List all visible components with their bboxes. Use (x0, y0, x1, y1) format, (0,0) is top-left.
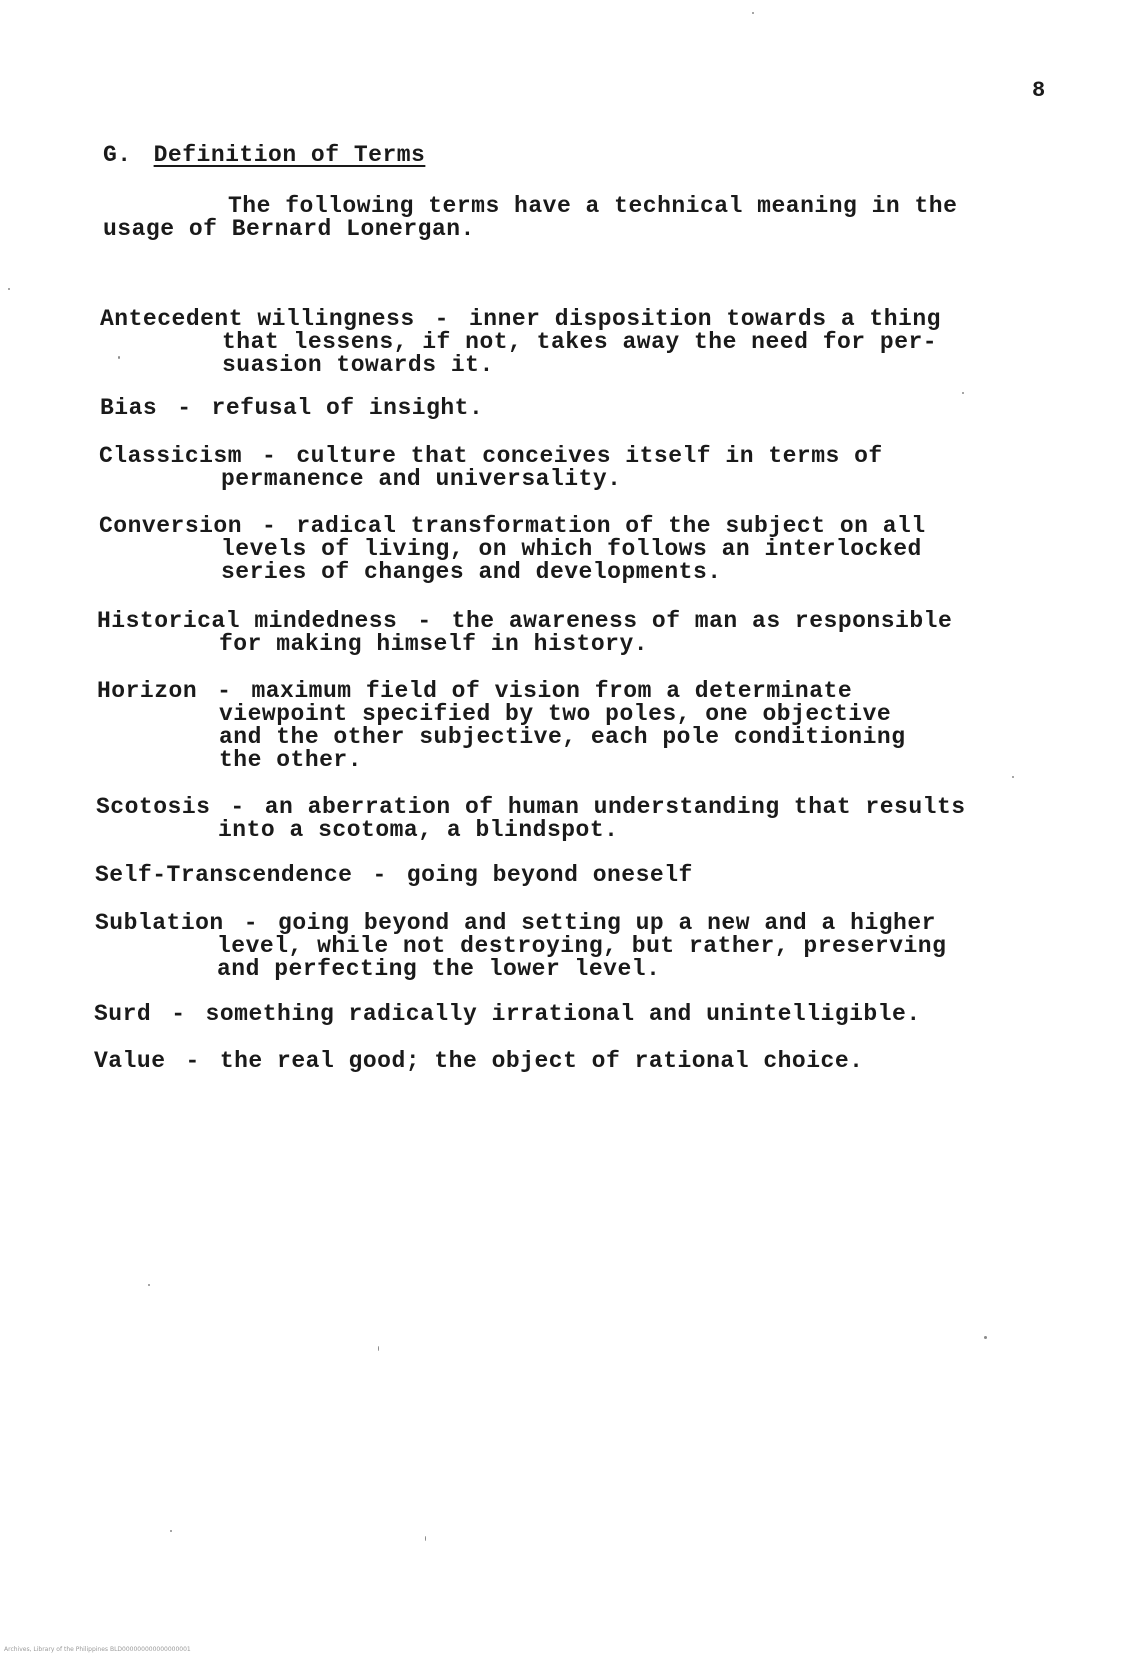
definition-dash: - (262, 443, 277, 469)
definition-entry-surd (94, 1003, 921, 1026)
page-number: 8 (1032, 78, 1046, 103)
definition-term: Self-Transcendence (95, 862, 353, 888)
definition-term: Bias (100, 395, 158, 421)
definition-entry-antecedent-willingness (100, 308, 941, 377)
definition-entry-conversion (99, 515, 926, 584)
definition-dash: - (243, 910, 259, 936)
scan-speck (378, 1346, 379, 1351)
definition-continuation: permanence and universality. (221, 466, 622, 492)
scan-speck (984, 1336, 987, 1339)
definition-term: Horizon (97, 678, 198, 704)
definition-term: Historical mindedness (97, 608, 398, 634)
definition-dash: - (230, 794, 245, 820)
definition-dash: - (262, 513, 277, 539)
definition-dash: - (177, 395, 192, 421)
definition-text: the awareness of man as responsible (451, 608, 953, 634)
definition-continuation: that lessens, if not, takes away the need for per- (222, 329, 938, 355)
definition-term: Value (94, 1048, 166, 1074)
definition-continuation: suasion towards it. (222, 352, 494, 378)
definition-continuation: series of changes and developments. (221, 559, 722, 585)
definition-text: the real good; the object of rational choice. (219, 1048, 864, 1074)
archive-footer-reference: Archives, Library of the Philippines BLD000000000000000001 (4, 1646, 191, 1653)
intro-line: usage of Bernard Lonergan. (103, 216, 475, 242)
definition-continuation: level, while not destroying, but rather, preserving (217, 933, 947, 959)
definition-entry-historical-mindedness (97, 610, 952, 656)
section-heading (103, 142, 425, 168)
scan-speck (118, 356, 120, 359)
section-letter: G. (103, 142, 132, 168)
definition-entry-scotosis (96, 796, 966, 842)
scan-speck (425, 1536, 426, 1541)
definition-continuation: viewpoint specified by two poles, one objective (219, 701, 892, 727)
definition-entry-horizon (97, 680, 906, 772)
scan-speck (170, 1530, 172, 1532)
definition-text: maximum field of vision from a determinate (251, 678, 853, 704)
definition-term: Sublation (95, 910, 224, 936)
definition-entry-value (94, 1050, 863, 1073)
scan-speck (1012, 776, 1014, 778)
definition-text: culture that conceives itself in terms of (296, 443, 883, 469)
definition-text: refusal of insight. (211, 395, 484, 421)
scan-speck (962, 392, 964, 394)
definition-dash: - (171, 1001, 186, 1027)
definition-dash: - (417, 608, 432, 634)
definition-continuation: and the other subjective, each pole conditioning (219, 724, 906, 750)
definition-term: Scotosis (96, 794, 211, 820)
definition-text: going beyond oneself (406, 862, 693, 888)
definition-dash: - (217, 678, 232, 704)
definition-entry-bias (100, 397, 483, 420)
intro-line: The following terms have a technical meaning in the (228, 193, 958, 219)
definition-continuation: the other. (219, 747, 363, 773)
definition-dash: - (372, 862, 387, 888)
intro-paragraph (103, 195, 957, 241)
scan-speck (752, 12, 754, 14)
definition-text: radical transformation of the subject on all (296, 513, 926, 539)
definition-continuation: levels of living, on which follows an interlocked (221, 536, 922, 562)
definition-dash: - (434, 306, 449, 332)
definition-entry-classicism (99, 445, 883, 491)
definition-term: Classicism (99, 443, 243, 469)
definition-text: inner disposition towards a thing (468, 306, 941, 332)
definition-text: going beyond and setting up a new and a higher (278, 910, 936, 936)
definition-dash: - (185, 1048, 200, 1074)
definition-continuation: and perfecting the lower level. (217, 956, 661, 982)
definition-term: Conversion (99, 513, 243, 539)
definition-continuation: for making himself in history. (219, 631, 649, 657)
definition-term: Antecedent willingness (100, 306, 415, 332)
definition-text: something radically irrational and unintelligible. (205, 1001, 921, 1027)
definition-entry-sublation (95, 912, 946, 981)
definition-continuation: into a scotoma, a blindspot. (218, 817, 619, 843)
definition-entry-self-transcendence (95, 864, 693, 887)
scan-speck (8, 288, 10, 290)
definition-term: Surd (94, 1001, 152, 1027)
definition-text: an aberration of human understanding that results (264, 794, 966, 820)
scan-speck (148, 1284, 150, 1286)
section-title: Definition of Terms (153, 142, 426, 168)
